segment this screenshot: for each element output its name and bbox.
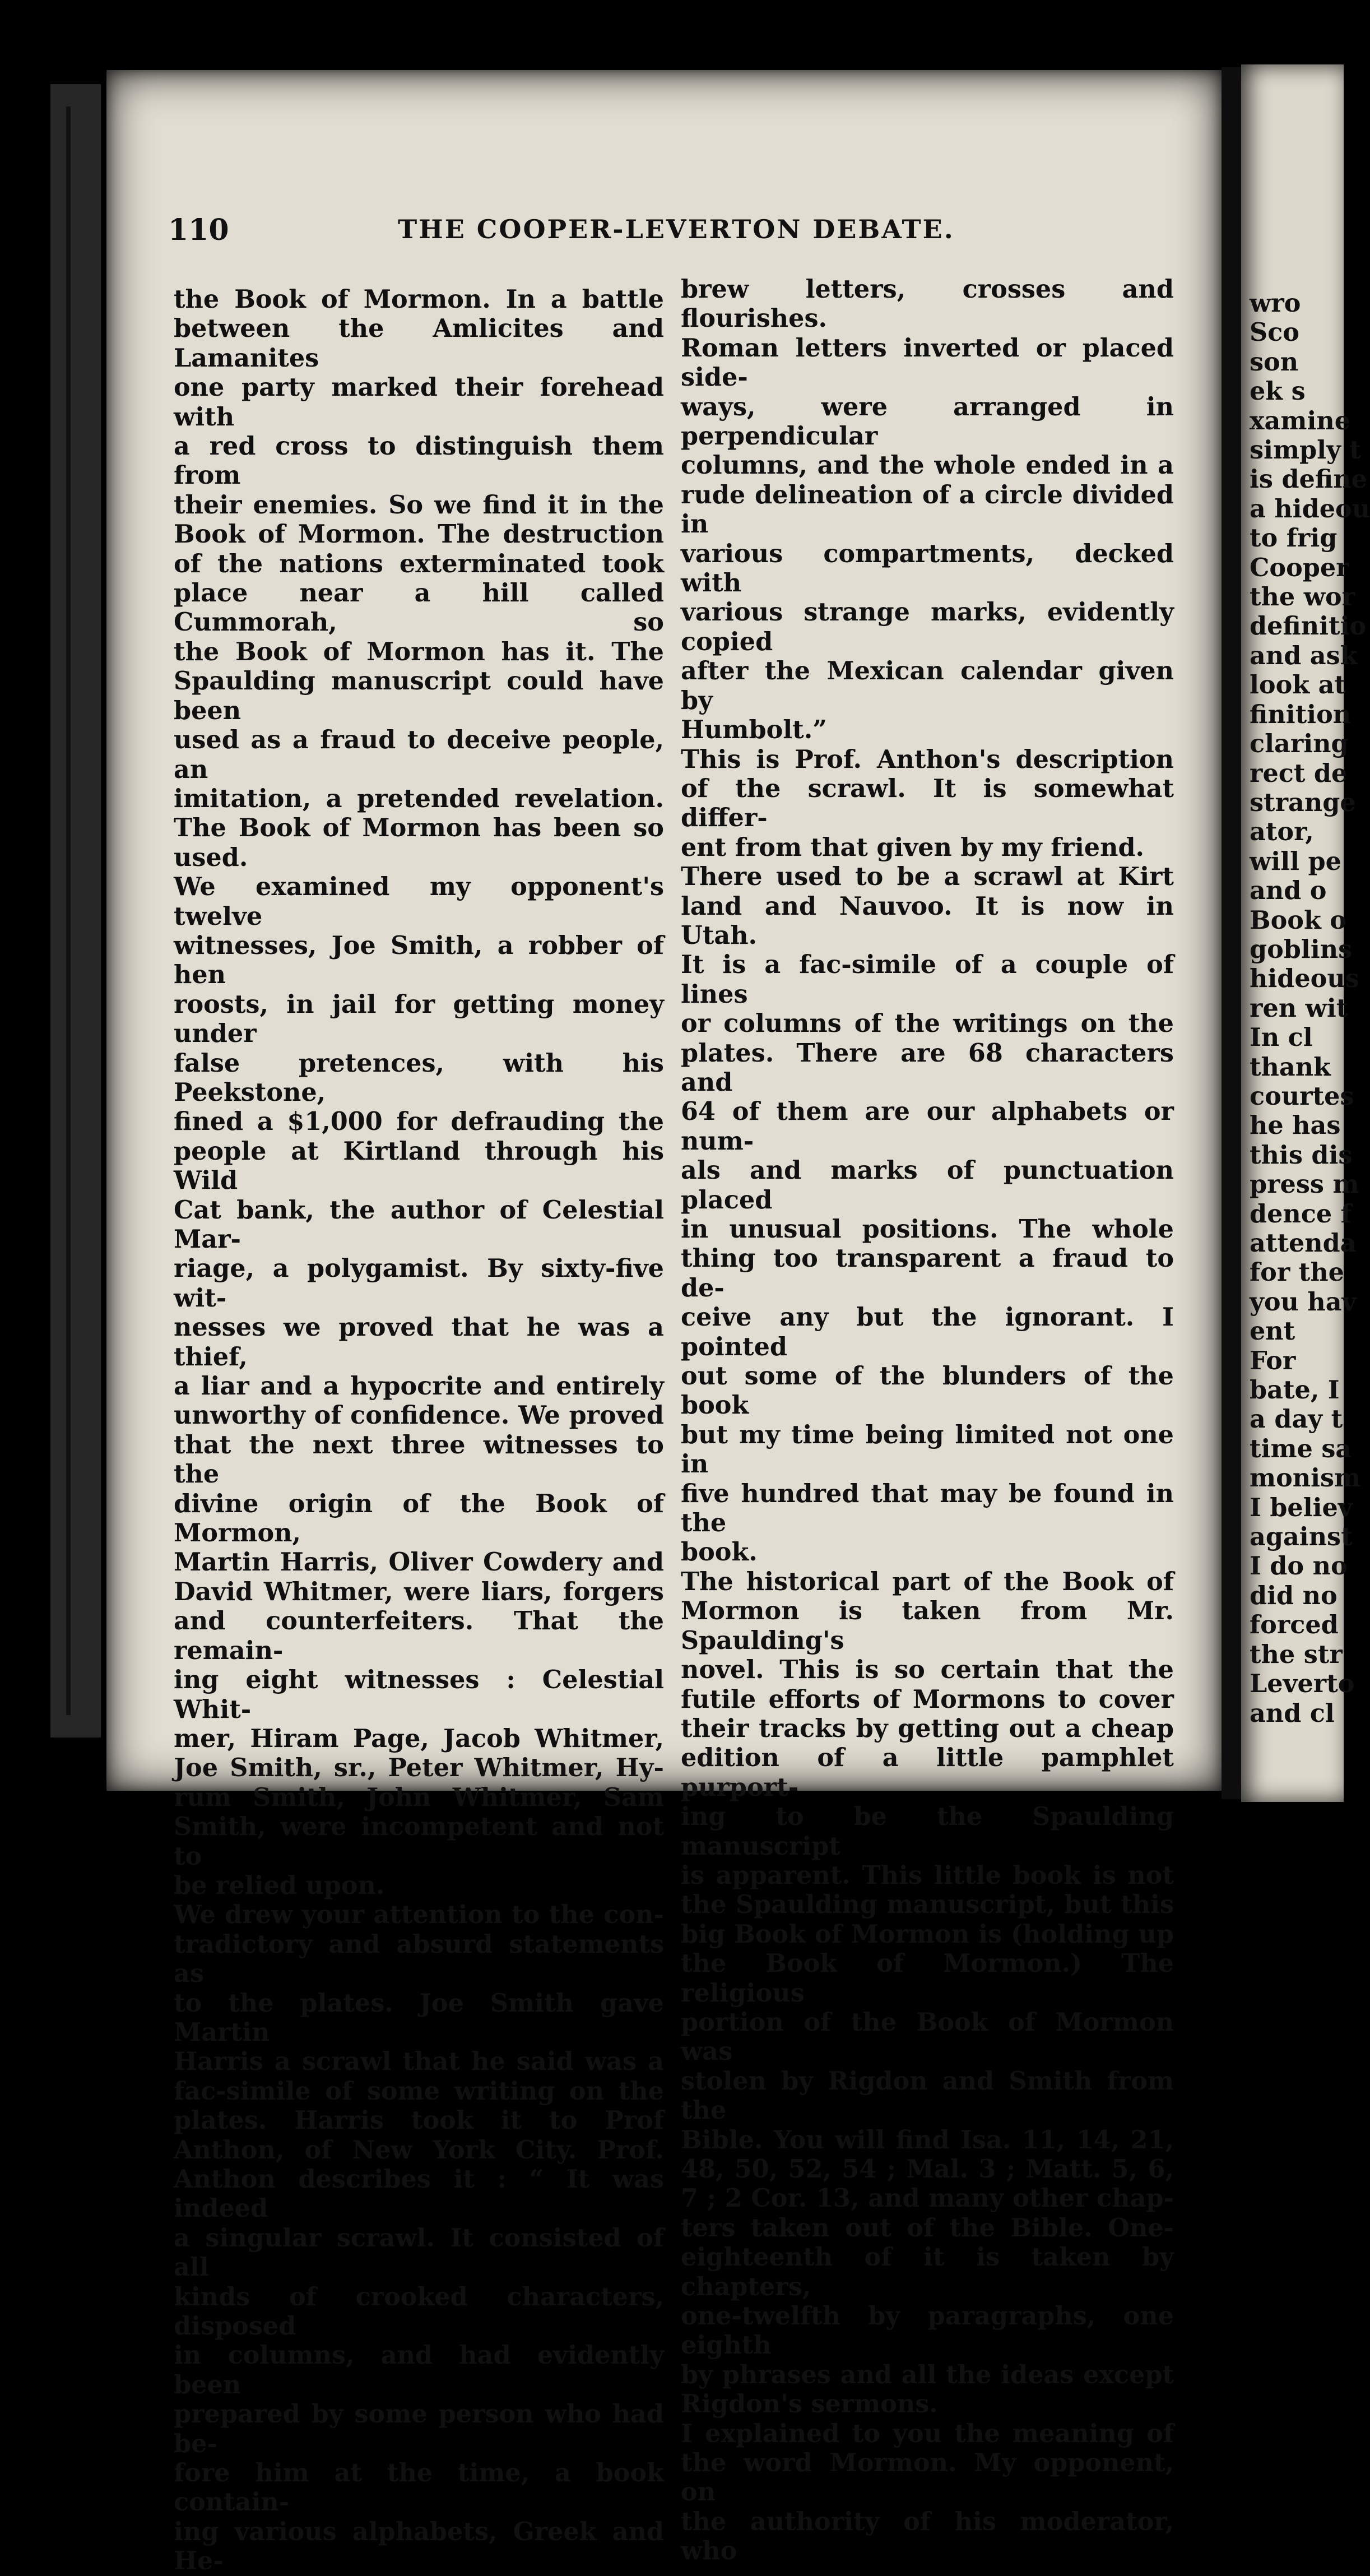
- facing-page-line: and ask: [1250, 641, 1358, 670]
- left-text-column: [174, 285, 664, 2576]
- text-line: Roman letters inverted or placed side-: [681, 333, 1174, 392]
- text-line: Spaulding manuscript could have been: [174, 666, 664, 725]
- facing-page-line: to frig: [1250, 523, 1338, 553]
- text-line: and counterfeiters. That the remain-: [174, 1606, 664, 1665]
- facing-page-line: and o: [1250, 876, 1327, 906]
- facing-page-line: press m: [1250, 1170, 1359, 1199]
- text-line: to the plates. Joe Smith gave Martin: [174, 1988, 664, 2047]
- text-line: a red cross to distinguish them from: [174, 432, 664, 490]
- facing-page-line: I do no: [1250, 1551, 1348, 1581]
- text-line: edition of a little pamphlet purport-: [681, 1743, 1174, 1802]
- text-line: roosts, in jail for getting money under: [174, 989, 664, 1049]
- text-line: the Spaulding manuscript, but this: [681, 1890, 1174, 1920]
- facing-page-line: dence f: [1250, 1199, 1352, 1229]
- facing-page-line: a hideou: [1250, 494, 1370, 523]
- facing-page-line: and cl: [1250, 1698, 1335, 1728]
- text-line: five hundred that may be found in the: [681, 1479, 1174, 1538]
- text-line: I explained to you the meaning of: [681, 2419, 1174, 2448]
- text-line: of the nations exterminated took: [174, 549, 664, 578]
- facing-page-line: rect de: [1250, 758, 1348, 788]
- text-line: 64 of them are our alphabets or num-: [681, 1097, 1174, 1156]
- text-line: used.: [174, 842, 248, 872]
- text-line: that the next three witnesses to the: [174, 1430, 664, 1489]
- page-number: 110: [168, 213, 229, 247]
- facing-page-line: For: [1250, 1346, 1296, 1375]
- text-line: fac-simile of some writing on the: [174, 2076, 664, 2106]
- text-line: riage, a polygamist. By sixty-five wit-: [174, 1254, 664, 1313]
- text-line: thing too transparent a fraud to de-: [681, 1244, 1174, 1303]
- text-line: futile efforts of Mormons to cover: [681, 1684, 1174, 1714]
- text-line: novel. This is so certain that the: [681, 1655, 1174, 1685]
- facing-page-line: ent: [1250, 1317, 1295, 1346]
- facing-page-line: he has: [1250, 1111, 1341, 1141]
- facing-page-line: definitio: [1250, 611, 1367, 641]
- text-line: ing eight witnesses : Celestial Whit-: [174, 1665, 664, 1724]
- text-line: one party marked their forehead with: [174, 373, 664, 432]
- facing-page-line: the str: [1250, 1639, 1343, 1669]
- text-line: It is a fac-simile of a couple of lines: [681, 950, 1174, 1009]
- facing-page-line: strange: [1250, 787, 1356, 817]
- text-line: tradictory and absurd statements as: [174, 1929, 664, 1989]
- text-line: Book of Mormon. The destruction: [174, 520, 664, 549]
- text-line: various compartments, decked with: [681, 539, 1174, 598]
- text-line: big Book of Mormon is (holding up: [681, 1919, 1174, 1949]
- facing-page-line: thank: [1250, 1052, 1331, 1082]
- facing-page-line: attenda: [1250, 1229, 1357, 1258]
- text-line: kinds of crooked characters, disposed: [174, 2282, 664, 2341]
- facing-page-line: monism: [1250, 1463, 1361, 1493]
- text-line: a liar and a hypocrite and entirely: [174, 1372, 664, 1401]
- facing-page-line: ek s: [1250, 377, 1306, 406]
- right-text-column: [681, 275, 1174, 2566]
- facing-page-line: simply t: [1250, 435, 1361, 465]
- text-line: ceive any but the ignorant. I pointed: [681, 1303, 1174, 1361]
- text-line: 7 ; 2 Cor. 13, and many other chap-: [681, 2184, 1174, 2213]
- text-line: is apparent. This little book is not: [681, 1860, 1174, 1890]
- facing-page-line: you hav: [1250, 1287, 1357, 1317]
- text-line: by phrases and all the ideas except: [681, 2360, 1174, 2389]
- facing-page-line: is define: [1250, 465, 1367, 494]
- text-line: in columns, and had evidently been: [174, 2341, 664, 2399]
- facing-page-line: ator,: [1250, 817, 1314, 847]
- text-line: Smith, were incompetent and not to: [174, 1812, 664, 1871]
- text-line: Anthon describes it : “ It was indeed: [174, 2165, 664, 2223]
- text-line: This is Prof. Anthon's description: [681, 744, 1174, 774]
- text-line: witnesses, Joe Smith, a robber of hen: [174, 930, 664, 990]
- facing-page-line: Sco: [1250, 318, 1299, 348]
- text-line: be relied upon.: [174, 1870, 385, 1900]
- text-line: stolen by Rigdon and Smith from the: [681, 2066, 1174, 2125]
- facing-page-line: a day t: [1250, 1405, 1343, 1434]
- text-line: Martin Harris, Oliver Cowdery and: [174, 1548, 664, 1577]
- text-line: various strange marks, evidently copied: [681, 597, 1174, 656]
- spine-edge: [66, 106, 71, 1715]
- text-line: out some of the blunders of the book: [681, 1361, 1174, 1420]
- text-line: people at Kirtland through his Wild: [174, 1136, 664, 1196]
- text-line: their tracks by getting out a cheap: [681, 1713, 1174, 1743]
- text-line: ing to be the Spaulding manuscript: [681, 1802, 1174, 1861]
- facing-page-line: ren wit: [1250, 993, 1348, 1023]
- text-line: unworthy of confidence. We proved: [174, 1401, 664, 1430]
- facing-page-line: Cooper: [1250, 553, 1349, 582]
- text-line: Anthon, of New York City. Prof.: [174, 2135, 664, 2165]
- text-line: a singular scrawl. It consisted of all: [174, 2223, 664, 2282]
- facing-page-text: [1250, 289, 1370, 1728]
- facing-page: [1241, 64, 1370, 1802]
- text-line: Bible. You will find Isa. 11, 14, 21,: [681, 2125, 1174, 2155]
- text-line: book.: [681, 1537, 758, 1567]
- facing-page-line: for the: [1250, 1258, 1344, 1287]
- text-line: land and Nauvoo. It is now in Utah.: [681, 891, 1174, 950]
- text-line: als and marks of punctuation placed: [681, 1156, 1174, 1215]
- text-line: ing various alphabets, Greek and He-: [174, 2517, 664, 2576]
- text-line: the word Mormon. My opponent, on: [681, 2448, 1174, 2507]
- text-line: Humbolt.”: [681, 715, 827, 745]
- text-line: mer, Hiram Page, Jacob Whitmer,: [174, 1723, 664, 1753]
- text-line: Rigdon's sermons.: [681, 2389, 938, 2419]
- facing-page-line: courtes: [1250, 1081, 1354, 1111]
- text-line: the authority of his moderator, who: [681, 2506, 1174, 2566]
- page-gutter: [1222, 67, 1241, 1799]
- text-line: divine origin of the Book of Mormon,: [174, 1489, 664, 1548]
- running-header: [168, 213, 1121, 252]
- facing-page-line: claring: [1250, 729, 1349, 759]
- running-title: THE COOPER-LEVERTON DEBATE.: [398, 214, 955, 244]
- text-line: nesses we proved that he was a thief,: [174, 1313, 664, 1372]
- text-line: rude delineation of a circle divided in: [681, 480, 1174, 539]
- text-line: plates. Harris took it to Prof: [174, 2106, 664, 2135]
- text-line: the Book of Mormon.) The religious: [681, 1949, 1174, 2008]
- text-line: the Book of Mormon has it. The: [174, 637, 664, 666]
- text-line: David Whitmer, were liars, forgers: [174, 1577, 664, 1606]
- facing-page-line: the wor: [1250, 582, 1355, 612]
- text-line: place near a hill called Cummorah, so: [174, 578, 664, 637]
- facing-page-line: against: [1250, 1522, 1353, 1552]
- text-line: ters taken out of the Bible. One-: [681, 2213, 1174, 2243]
- facing-page-line: did no: [1250, 1581, 1338, 1610]
- text-line: Cat bank, the author of Celestial Mar-: [174, 1195, 664, 1254]
- facing-page-line: wro: [1250, 289, 1301, 318]
- text-line: or columns of the writings on the: [681, 1009, 1174, 1039]
- facing-page-line: this dis: [1250, 1140, 1353, 1170]
- text-line: eighteenth of it is taken by chapters,: [681, 2243, 1174, 2301]
- facing-page-line: son: [1250, 347, 1299, 377]
- text-line: The historical part of the Book of: [681, 1567, 1174, 1596]
- book-spine: [50, 84, 101, 1738]
- facing-page-line: Book o: [1250, 905, 1346, 935]
- text-line: of the scrawl. It is somewhat differ-: [681, 773, 1174, 833]
- text-line: Joe Smith, sr., Peter Whitmer, Hy-: [174, 1753, 664, 1783]
- text-line: plates. There are 68 characters and: [681, 1038, 1174, 1097]
- text-line: ways, were arranged in perpendicular: [681, 392, 1174, 451]
- text-line: in unusual positions. The whole: [681, 1215, 1174, 1244]
- facing-page-line: look at: [1250, 670, 1346, 700]
- text-line: but my time being limited not one in: [681, 1420, 1174, 1479]
- text-line: There used to be a scrawl at Kirt: [681, 862, 1174, 892]
- text-line: their enemies. So we find it in the: [174, 490, 664, 520]
- facing-page-line: I believ: [1250, 1493, 1353, 1522]
- facing-page-line: time sa: [1250, 1434, 1352, 1463]
- text-line: fore him at the time, a book contain-: [174, 2458, 664, 2517]
- text-line: the Book of Mormon. In a battle: [174, 285, 664, 314]
- text-line: between the Amlicites and Lamanites: [174, 314, 664, 373]
- facing-page-line: forced: [1250, 1610, 1339, 1640]
- facing-page-line: In cl: [1250, 1023, 1313, 1053]
- text-line: Mormon is taken from Mr. Spaulding's: [681, 1596, 1174, 1655]
- text-line: fined a $1,000 for defrauding the: [174, 1107, 664, 1137]
- text-line: rum Smith, John Whitmer, Sam: [174, 1782, 664, 1812]
- facing-page-line: finition: [1250, 699, 1352, 729]
- facing-page-line: xamine: [1250, 406, 1351, 435]
- text-line: prepared by some person who had be-: [174, 2399, 664, 2458]
- text-line: after the Mexican calendar given by: [681, 656, 1174, 715]
- facing-page-line: bate, I: [1250, 1375, 1340, 1405]
- text-line: 48, 50, 52, 54 ; Mal. 3 ; Matt. 5, 6,: [681, 2155, 1174, 2184]
- text-line: We drew your attention to the con-: [174, 1900, 664, 1930]
- text-line: The Book of Mormon has been so: [174, 813, 664, 843]
- text-line: imitation, a pretended revelation.: [174, 784, 664, 813]
- text-line: one-twelfth by paragraphs, one eighth: [681, 2301, 1174, 2360]
- text-line: used as a fraud to deceive people, an: [174, 725, 664, 784]
- text-line: Harris a scrawl that he said was a: [174, 2047, 664, 2077]
- text-line: columns, and the whole ended in a: [681, 451, 1174, 480]
- text-line: false pretences, with his Peekstone,: [174, 1048, 664, 1107]
- text-line: brew letters, crosses and flourishes.: [681, 275, 1174, 333]
- facing-page-line: goblins: [1250, 934, 1353, 964]
- facing-page-line: will pe: [1250, 846, 1341, 876]
- facing-page-line: Leverto: [1250, 1669, 1355, 1699]
- text-line: We examined my opponent's twelve: [174, 872, 664, 931]
- text-line: portion of the Book of Mormon was: [681, 2007, 1174, 2067]
- facing-page-line: hideous: [1250, 964, 1359, 994]
- text-line: ent from that given by my friend.: [681, 832, 1145, 862]
